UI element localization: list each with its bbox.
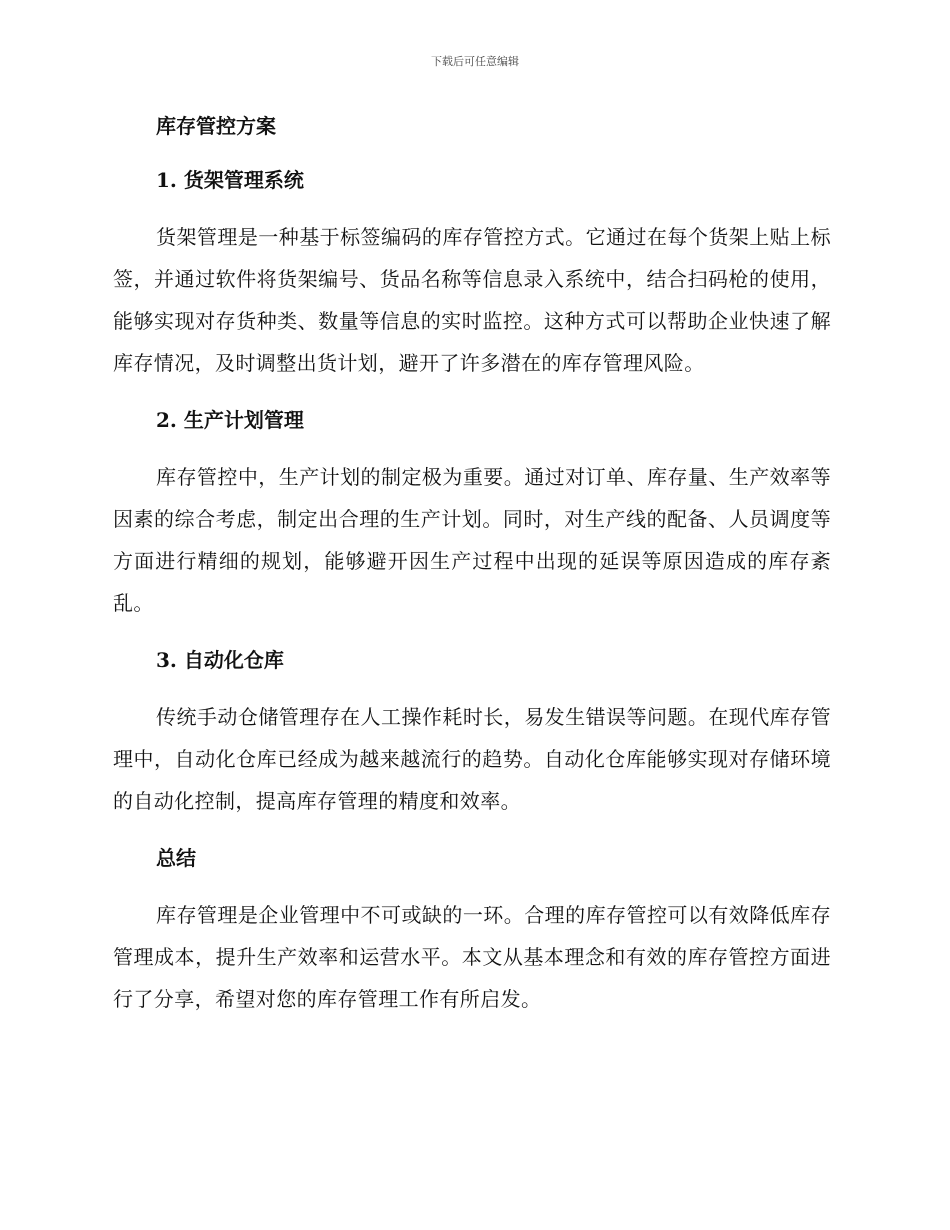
section-paragraph: 货架管理是一种基于标签编码的库存管控方式。它通过在每个货架上贴上标签，并通过软件将货架编号、货品名称等信息录入系统中，结合扫码枪的使用，能够实现对存货种类、数量等信息的实时监控。这种方式可以帮助企业快速了解库存情况，及时调整出货计划，避开了许多潜在的库存管理风险。 xyxy=(113,225,831,375)
section-paragraph: 传统手动仓储管理存在人工操作耗时长，易发生错误等问题。在现代库存管理中，自动化仓库已经成为越来越流行的趋势。自动化仓库能够实现对存储环境的自动化控制，提高库存管理的精度和效率。 xyxy=(113,705,831,813)
document-body xyxy=(113,110,831,1020)
section-production-planning xyxy=(113,404,831,624)
document-title: 库存管控方案 xyxy=(156,114,276,138)
section-shelf-management xyxy=(113,164,831,384)
page-header: 下载后可任意编辑 xyxy=(431,55,519,68)
section-heading: 1. 货架管理系统 xyxy=(156,168,304,192)
summary-heading: 总结 xyxy=(156,846,196,870)
section-summary xyxy=(113,842,831,1020)
summary-paragraph: 库存管理是企业管理中不可或缺的一环。合理的库存管控可以有效降低库存管理成本，提升生产效率和运营水平。本文从基本理念和有效的库存管控方面进行了分享，希望对您的库存管理工作有所启发。 xyxy=(113,903,831,1011)
section-paragraph: 库存管控中，生产计划的制定极为重要。通过对订单、库存量、生产效率等因素的综合考虑，制定出合理的生产计划。同时，对生产线的配备、人员调度等方面进行精细的规划，能够避开因生产过程中出现的延误等原因造成的库存紊乱。 xyxy=(113,465,831,615)
section-heading: 3. 自动化仓库 xyxy=(156,648,284,672)
section-automated-warehouse xyxy=(113,644,831,822)
section-heading: 2. 生产计划管理 xyxy=(156,408,304,432)
